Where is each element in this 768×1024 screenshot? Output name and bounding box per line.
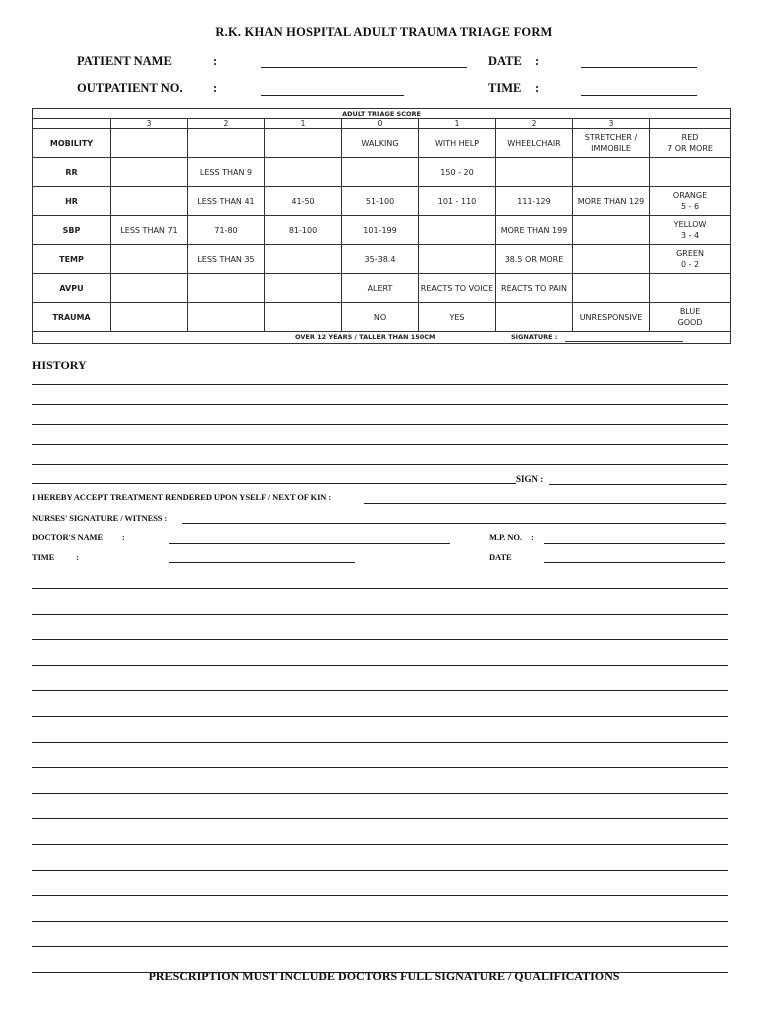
notes-line[interactable] — [32, 921, 728, 922]
param-label: AVPU — [33, 274, 111, 303]
notes-line[interactable] — [32, 742, 728, 743]
triage-cell — [342, 158, 419, 187]
score-header: 2 — [496, 119, 573, 129]
notes-line[interactable] — [32, 716, 728, 717]
triage-cell — [496, 303, 573, 332]
notes-line[interactable] — [32, 946, 728, 947]
triage-cell: 111-129 — [496, 187, 573, 216]
triage-cell — [188, 129, 265, 158]
param-label: RR — [33, 158, 111, 187]
triage-cell — [111, 245, 188, 274]
prescription-note: PRESCRIPTION MUST INCLUDE DOCTORS FULL SIGNATURE / QUALIFICATIONS — [148, 969, 620, 983]
history-line[interactable] — [32, 384, 728, 385]
triage-cell: 150 - 20 — [419, 158, 496, 187]
history-heading: HISTORY — [32, 358, 87, 372]
triage-color-name: BLUE — [679, 307, 701, 316]
doctors-name-label: DOCTOR'S NAME — [32, 532, 104, 542]
consent-time-field[interactable] — [169, 562, 355, 563]
triage-row-rr — [33, 158, 731, 187]
triage-color-cell — [650, 187, 731, 216]
triage-row-trauma — [33, 303, 731, 332]
param-label: TRAUMA — [33, 303, 111, 332]
triage-row-hr — [33, 187, 731, 216]
triage-color-name: RED — [681, 133, 699, 142]
triage-cell: 38.5 OR MORE — [496, 245, 573, 274]
triage-color-cell — [650, 303, 731, 332]
triage-signature-field[interactable] — [565, 341, 683, 342]
triage-cell: 41-50 — [265, 187, 342, 216]
triage-cell: REACTS TO VOICE — [419, 274, 496, 303]
time-label: TIME — [488, 81, 522, 95]
consent-time-label: TIME — [32, 552, 55, 562]
outpatient-no-colon: : — [213, 81, 218, 95]
triage-table-footer — [33, 332, 731, 344]
triage-row-sbp — [33, 216, 731, 245]
accept-treatment-field[interactable] — [364, 503, 726, 504]
triage-cell — [496, 158, 573, 187]
mp-no-label: M.P. NO. — [489, 532, 522, 542]
notes-line[interactable] — [32, 895, 728, 896]
triage-cell — [265, 274, 342, 303]
triage-cell: MORE THAN 199 — [496, 216, 573, 245]
patient-name-label: PATIENT NAME — [77, 54, 172, 68]
notes-line[interactable] — [32, 844, 728, 845]
doctors-name-field[interactable] — [169, 543, 450, 544]
adult-triage-score-table — [32, 108, 731, 344]
history-line[interactable] — [32, 404, 728, 405]
triage-cell: REACTS TO PAIN — [496, 274, 573, 303]
triage-signature-label: SIGNATURE : — [511, 333, 558, 341]
triage-cell — [265, 129, 342, 158]
triage-cell — [111, 129, 188, 158]
triage-color-cell — [650, 216, 731, 245]
triage-cell — [419, 245, 496, 274]
score-header: 1 — [419, 119, 496, 129]
score-header: 3 — [573, 119, 650, 129]
consent-date-label: DATE — [489, 552, 512, 562]
consent-time-colon: : — [76, 552, 79, 562]
score-header-blank — [33, 119, 111, 129]
triage-cell: LESS THAN 41 — [188, 187, 265, 216]
triage-cell: 71-80 — [188, 216, 265, 245]
time-field[interactable] — [581, 95, 697, 96]
doctors-name-colon: : — [122, 532, 125, 542]
notes-line[interactable] — [32, 767, 728, 768]
triage-cell: LESS THAN 71 — [111, 216, 188, 245]
date-label: DATE — [488, 54, 522, 68]
history-line[interactable] — [32, 483, 516, 484]
history-line[interactable] — [32, 424, 728, 425]
triage-cell — [111, 187, 188, 216]
notes-line[interactable] — [32, 793, 728, 794]
triage-row-avpu — [33, 274, 731, 303]
triage-color-cell — [650, 245, 731, 274]
triage-cell — [265, 245, 342, 274]
triage-cell — [188, 274, 265, 303]
triage-cell: NO — [342, 303, 419, 332]
triage-color-cell — [650, 158, 731, 187]
outpatient-no-field[interactable] — [261, 95, 404, 96]
notes-line[interactable] — [32, 690, 728, 691]
triage-cell: YES — [419, 303, 496, 332]
age-height-criteria: OVER 12 YEARS / TALLER THAN 150CM — [295, 333, 436, 341]
triage-cell — [265, 303, 342, 332]
triage-cell: ALERT — [342, 274, 419, 303]
score-header: 0 — [342, 119, 419, 129]
param-label: MOBILITY — [33, 129, 111, 158]
triage-cell — [111, 303, 188, 332]
triage-row-mobility — [33, 129, 731, 158]
triage-color-range: 0 - 2 — [680, 260, 700, 269]
triage-cell — [573, 274, 650, 303]
accept-treatment-label: I HEREBY ACCEPT TREATMENT RENDERED UPON YSELF / NEXT OF KIN : — [32, 492, 332, 502]
triage-color-name: YELLOW — [673, 220, 707, 229]
param-label: HR — [33, 187, 111, 216]
param-label: TEMP — [33, 245, 111, 274]
triage-color-range: 3 - 4 — [680, 231, 700, 240]
triage-cell: WHEELCHAIR — [496, 129, 573, 158]
score-header-blank — [650, 119, 731, 129]
triage-cell: MORE THAN 129 — [573, 187, 650, 216]
triage-cell — [419, 216, 496, 245]
outpatient-no-label: OUTPATIENT NO. — [77, 81, 183, 95]
nurses-signature-field[interactable] — [182, 523, 726, 524]
triage-color-range: 5 - 6 — [680, 202, 700, 211]
score-header: 3 — [111, 119, 188, 129]
history-line[interactable] — [32, 444, 728, 445]
consent-date-field[interactable] — [544, 562, 725, 563]
triage-cell: 51-100 — [342, 187, 419, 216]
form-title: R.K. KHAN HOSPITAL ADULT TRAUMA TRIAGE FORM — [215, 25, 553, 39]
date-field[interactable] — [581, 67, 697, 68]
triage-color-range: 7 OR MORE — [667, 144, 713, 153]
triage-row-temp — [33, 245, 731, 274]
notes-line[interactable] — [32, 614, 728, 615]
mp-no-field[interactable] — [544, 543, 725, 544]
score-header: 2 — [188, 119, 265, 129]
triage-color-range: GOOD — [677, 318, 703, 327]
triage-cell: 101-199 — [342, 216, 419, 245]
triage-cell — [573, 158, 650, 187]
triage-cell — [573, 245, 650, 274]
history-sign-label: SIGN : — [516, 474, 544, 484]
triage-cell: LESS THAN 35 — [188, 245, 265, 274]
triage-table-title: ADULT TRIAGE SCORE — [33, 109, 731, 119]
notes-line[interactable] — [32, 665, 728, 666]
notes-line[interactable] — [32, 639, 728, 640]
param-label: SBP — [33, 216, 111, 245]
triage-cell: UNRESPONSIVE — [573, 303, 650, 332]
triage-cell — [573, 216, 650, 245]
triage-cell: 101 - 110 — [419, 187, 496, 216]
triage-color-cell — [650, 129, 731, 158]
date-colon: : — [535, 54, 540, 68]
triage-cell: STRETCHER / IMMOBILE — [573, 129, 650, 158]
mp-no-colon: : — [531, 532, 534, 542]
nurses-signature-label: NURSES' SIGNATURE / WITNESS : — [32, 513, 168, 523]
triage-cell — [188, 303, 265, 332]
triage-cell: WITH HELP — [419, 129, 496, 158]
triage-cell: WALKING — [342, 129, 419, 158]
triage-cell: 81-100 — [265, 216, 342, 245]
triage-color-cell — [650, 274, 731, 303]
history-sign-field[interactable] — [549, 484, 727, 485]
triage-cell: LESS THAN 9 — [188, 158, 265, 187]
patient-name-colon: : — [213, 54, 218, 68]
triage-cell — [111, 158, 188, 187]
notes-line[interactable] — [32, 870, 728, 871]
triage-cell — [265, 158, 342, 187]
notes-line[interactable] — [32, 818, 728, 819]
notes-line[interactable] — [32, 588, 728, 589]
triage-cell — [111, 274, 188, 303]
score-header: 1 — [265, 119, 342, 129]
time-colon: : — [535, 81, 540, 95]
triage-color-name: GREEN — [676, 249, 704, 258]
triage-color-name: ORANGE — [672, 191, 708, 200]
triage-cell: 35-38.4 — [342, 245, 419, 274]
patient-name-field[interactable] — [261, 67, 467, 68]
history-line[interactable] — [32, 464, 728, 465]
